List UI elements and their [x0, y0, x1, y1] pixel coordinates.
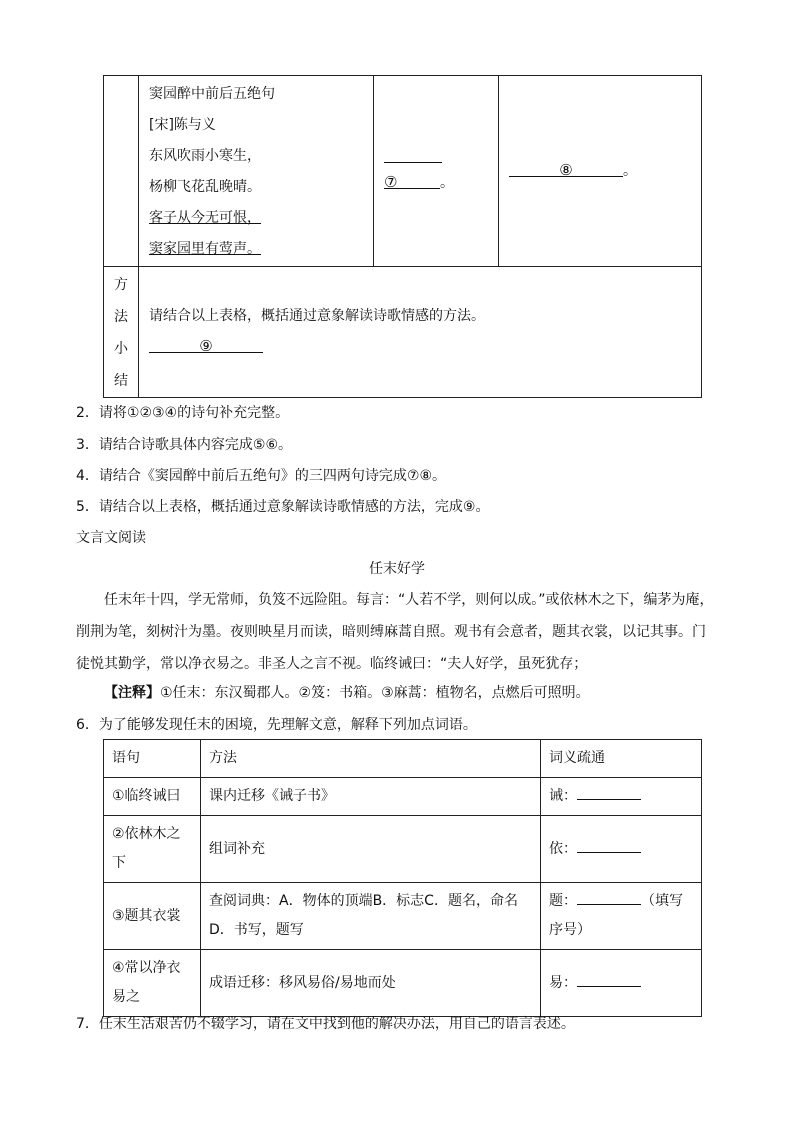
poem-line-4-underlined: 窦家园里有莺声。: [149, 241, 261, 257]
question-6: 6．为了能够发现任末的困境，先理解文意，解释下列加点词语。: [76, 717, 477, 733]
row4-method: 成语迁移：移风易俗/易地而处: [201, 950, 541, 1017]
row4-sentence: ④常以净衣易之: [104, 950, 201, 1017]
method-label-2: 法: [114, 309, 128, 325]
poem-line-2: 杨柳飞花乱晚晴。: [149, 179, 261, 195]
blank7-input[interactable]: [384, 173, 440, 189]
blank7-cell: [374, 76, 499, 267]
row1-sentence: ①临终诫曰: [104, 778, 201, 816]
method-label-cell: [104, 267, 139, 398]
question-4: 4．请结合《窦园醉中前后五绝句》的三四两句诗完成⑦⑧。: [76, 468, 447, 484]
passage-note: [104, 682, 590, 702]
vocab-table: [103, 739, 702, 1017]
row3-meaning-cell: [541, 883, 702, 950]
row3-method: 查阅词典：A．物体的顶端B．标志C．题名，命名D．书写，题写: [201, 883, 541, 950]
poem-author: [宋]陈与义: [149, 117, 216, 133]
note-text: ①任末：东汉蜀郡人。②笈：书箱。③麻蒿：植物名，点燃后可照明。: [160, 685, 590, 701]
header-meaning: 词义疏通: [541, 740, 702, 778]
header-sentence: 语句: [104, 740, 201, 778]
method-label-1: 方: [114, 277, 128, 293]
method-label-4: 结: [114, 373, 128, 389]
section-title: 文言文阅读: [76, 530, 146, 546]
blank8-period: 。: [623, 163, 637, 179]
row3-answer-blank[interactable]: [577, 889, 641, 905]
passage-title: 任末好学: [369, 561, 425, 577]
table-row: [104, 778, 702, 816]
note-label: 【注释】: [104, 685, 160, 701]
table-row: [104, 950, 702, 1017]
row2-sentence: ②依林木之下: [104, 816, 201, 883]
row-label-cell-empty: [104, 76, 139, 267]
row2-method: 组词补充: [201, 816, 541, 883]
question-3: 3．请结合诗歌具体内容完成⑤⑥。: [76, 437, 293, 453]
poem-line-3-underlined: 客子从今无可恨，: [149, 210, 261, 226]
passage-body: 任末年十四，学无常师，负笈不远险阻。每言：“人若不学，则何以成。”或依林木之下，编茅为庵，削荆为笔，刻树汁为墨。夜则映星月而读，暗则缚麻蒿自照。观书有会意者，题其衣裳，以记其事。门徒悦其勤学，常以净衣易之。非圣人之言不视。临终诫曰：“夫人好学，虽死犹存；: [76, 592, 714, 672]
row2-meaning-label: 依：: [549, 840, 577, 857]
row4-meaning-cell: [541, 950, 702, 1017]
blank7-line-top[interactable]: [384, 148, 442, 163]
row1-answer-blank[interactable]: [577, 784, 641, 800]
row4-answer-blank[interactable]: [577, 971, 641, 987]
poem-table: [103, 75, 702, 398]
row4-meaning-label: 易：: [549, 974, 577, 991]
blank8-marker: ⑧: [559, 161, 573, 179]
question-7: 7．任末生活艰苦仍不辍学习，请在文中找到他的解决办法，用自己的语言表述。: [76, 1016, 575, 1032]
blank8-input[interactable]: [509, 161, 623, 177]
row1-method: 课内迁移《诫子书》: [201, 778, 541, 816]
header-method: 方法: [201, 740, 541, 778]
question-2: 2．请将①②③④的诗句补充完整。: [76, 405, 290, 421]
row3-meaning-suffix: （填写序号）: [549, 893, 683, 938]
table-row: [104, 816, 702, 883]
poem-cell: [139, 76, 374, 267]
row3-meaning-label: 题：: [549, 893, 577, 909]
blank9-row: [149, 337, 263, 355]
table-row: [104, 883, 702, 950]
blank8-row: [509, 160, 637, 180]
row1-meaning-label: 诫：: [549, 788, 577, 804]
method-instruction: 请结合以上表格，概括通过意象解读诗歌情感的方法。: [149, 308, 485, 324]
method-label-3: 小: [114, 341, 128, 357]
poem-title: 窦园醉中前后五绝句: [149, 86, 275, 102]
blank7-row: [384, 172, 454, 192]
row1-meaning-cell: [541, 778, 702, 816]
blank9-marker: ⑨: [199, 337, 213, 355]
row2-meaning-cell: [541, 816, 702, 883]
poem-line-1: 东风吹雨小寒生，: [149, 148, 261, 164]
blank7-period: 。: [440, 175, 454, 191]
question-5: 5．请结合以上表格，概括通过意象解读诗歌情感的方法，完成⑨。: [76, 499, 490, 515]
row3-sentence: ③题其衣裳: [104, 883, 201, 950]
blank9-input[interactable]: [149, 337, 263, 353]
blank7-marker: ⑦: [384, 173, 398, 191]
blank8-cell: [499, 76, 702, 267]
row2-answer-blank[interactable]: [577, 837, 641, 853]
method-content-cell: [139, 267, 702, 398]
